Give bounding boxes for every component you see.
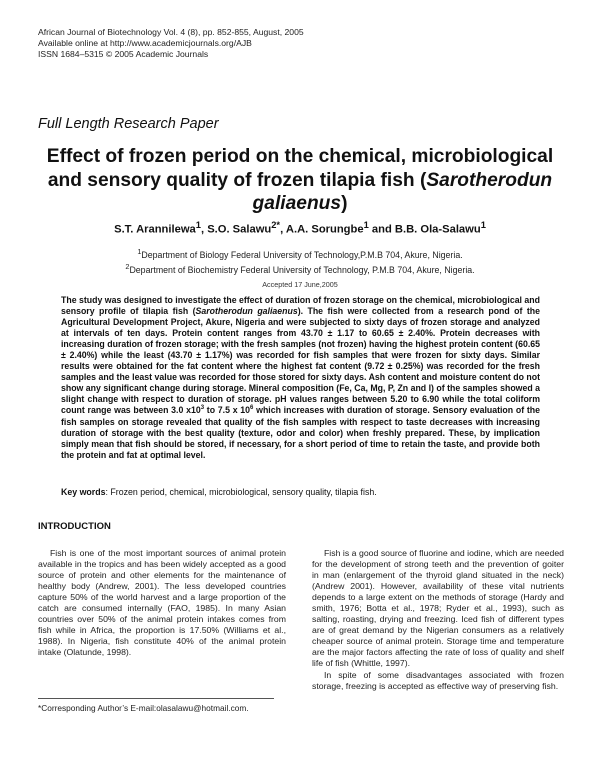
intro-column-right bbox=[312, 548, 564, 692]
footnote-divider bbox=[38, 698, 274, 699]
abstract-text: which increases with duration of storage. Sensory evaluation of the fish samples on storage revealed that quality of the fish samples with respect to taste decreases with increasing duration of storage with the best quality (texture, odor and color) when freshly prepared. These, by implication simply mean that fish should be stored, if necessary, for a short period of time to retain the taste, and provide both the protein and fat at optimal level. bbox=[61, 405, 541, 460]
affiliation-mark: 2 bbox=[125, 261, 130, 271]
paper-type: Full Length Research Paper bbox=[38, 116, 219, 132]
author-affiliation-mark: 1 bbox=[363, 220, 369, 230]
abstract bbox=[61, 295, 540, 461]
author-affiliation-mark: 1 bbox=[480, 220, 486, 230]
title-close: ) bbox=[341, 193, 348, 214]
corresponding-author-footnote: *Corresponding Author’s E-mail:olasalawu@hotmail.com. bbox=[38, 703, 249, 713]
abstract-exponent: 3 bbox=[200, 405, 205, 412]
author-separator: , bbox=[200, 223, 208, 236]
section-heading-introduction: INTRODUCTION bbox=[38, 521, 111, 532]
journal-issn: ISSN 1684–5315 © 2005 Academic Journals bbox=[38, 49, 209, 59]
affiliation-mark: 1 bbox=[137, 247, 142, 256]
author-name: S.T. Arannilewa bbox=[114, 223, 196, 236]
author-list bbox=[40, 220, 560, 236]
affiliation-text: Department of Biochemistry Federal University of Technology, P.M.B 704, Akure, Nigeria. bbox=[129, 264, 475, 275]
author-affiliation-mark: 1 bbox=[195, 220, 201, 230]
title-species: Sarotherodun galiaenus bbox=[252, 169, 553, 214]
abstract-species: Sarotherodun galiaenus bbox=[195, 306, 298, 317]
title-main: Effect of frozen period on the chemical, microbiological and sensory quality of frozen tilapia fish ( bbox=[46, 146, 554, 191]
abstract-text: The study was designed to investigate the effect of duration of frozen storage on the chemical, microbiological and sensory profile of tilapia fish ( bbox=[61, 295, 540, 317]
journal-citation: African Journal of Biotechnology Vol. 4 (8), pp. 852-855, August, 2005 bbox=[38, 27, 304, 37]
affiliation-text: Department of Biology Federal University of Technology,P.M.B 704, Akure, Nigeria. bbox=[141, 249, 463, 260]
journal-header bbox=[38, 27, 304, 60]
affiliation-line bbox=[40, 261, 560, 276]
journal-url-line: Available online at http://www.academicjournals.org/AJB bbox=[38, 38, 252, 48]
author-separator: and bbox=[368, 223, 395, 236]
intro-column-left bbox=[38, 548, 286, 658]
intro-paragraph: In spite of some disadvantages associated with frozen storage, freezing is accepted as effective way of preserving fish. bbox=[312, 669, 564, 691]
affiliations bbox=[40, 246, 560, 276]
abstract-text: to 7.5 x 10 bbox=[204, 405, 251, 416]
intro-paragraph: Fish is a good source of fluorine and iodine, which are needed for the development of strong teeth and the prevention of goiter in man (enlargement of the thyroid gland situated in the neck) (Andrew 2001). However, availability of these vital nutrients depends to a large extent on the methods of storage (Hardy and smith, 1976; Botta et al., 1978; Ryder et al., 1993), such as salting, roasting, drying and freezing. Iced fish of different types are of great demand by the Nigerian consumers as a relatively cheaper source of animal protein. Storage time and temperature are the major factors affecting the rate of loss of quality and shelf life of fish (Whittle, 1997). bbox=[312, 548, 564, 669]
keywords-text: : Frozen period, chemical, microbiological, sensory quality, tilapia fish. bbox=[105, 487, 377, 497]
author-separator: , bbox=[280, 223, 286, 236]
keywords-label: Key words bbox=[61, 487, 106, 497]
abstract-exponent: 6 bbox=[250, 405, 254, 412]
accepted-date: Accepted 17 June,2005 bbox=[262, 280, 338, 289]
abstract-text: ). The fish were collected from a research pond of the Agricultural Development Project, Akure, Nigeria and were subjected to sixty days of frozen storage and analyzed at intervals of ten days. Protein content ranges from 43.70 ± 1.17 to 60.65 ± 2.40%. Protein decreases with increasing duration of frozen storage; with the fresh samples (not frozen) having the highest protein content (60.65 ± 2.40%) while the least (43.70 ± 1.17%) was recorded for fish samples that were frozen for sixty days. Similar results were obtained for the fat content where the highest fat content (9.72 ± 0.25%) was recorded for the fresh samples and the least value was recorded for those stored for sixty days. Ash content and moisture content do not show any significant change during storage. Mineral composition (Fe, Ca, Mg, P, Zn and I) of the samples showed a slight change with respect to duration of storage. pH values ranges between 5.20 to 6.90 while the total coliform count range was between 3.0 x10 bbox=[61, 306, 541, 416]
paper-title bbox=[40, 145, 560, 216]
keywords bbox=[61, 487, 540, 497]
author-affiliation-mark: 2* bbox=[271, 220, 281, 230]
author-name: A.A. Sorungbe bbox=[285, 223, 364, 236]
author-name: S.O. Salawu bbox=[207, 223, 272, 236]
author-name: B.B. Ola-Salawu bbox=[394, 223, 481, 236]
intro-paragraph: Fish is one of the most important sources of animal protein available in the tropics and has been widely accepted as a good source of protein and other elements for the maintenance of healthy body (Andrew, 2001). The less developed countries capture 50% of the world harvest and a large proportion of the catch are consumed internally (FAO, 1985). In many Asian countries over 50% of the animal protein intakes comes from fish while in Africa, the proportion is 17.50% (Williams et al., 1988). In Nigeria, fish constitute 40% of the animal protein intake (Olatunde, 1998). bbox=[38, 548, 286, 658]
affiliation-line bbox=[40, 246, 560, 261]
